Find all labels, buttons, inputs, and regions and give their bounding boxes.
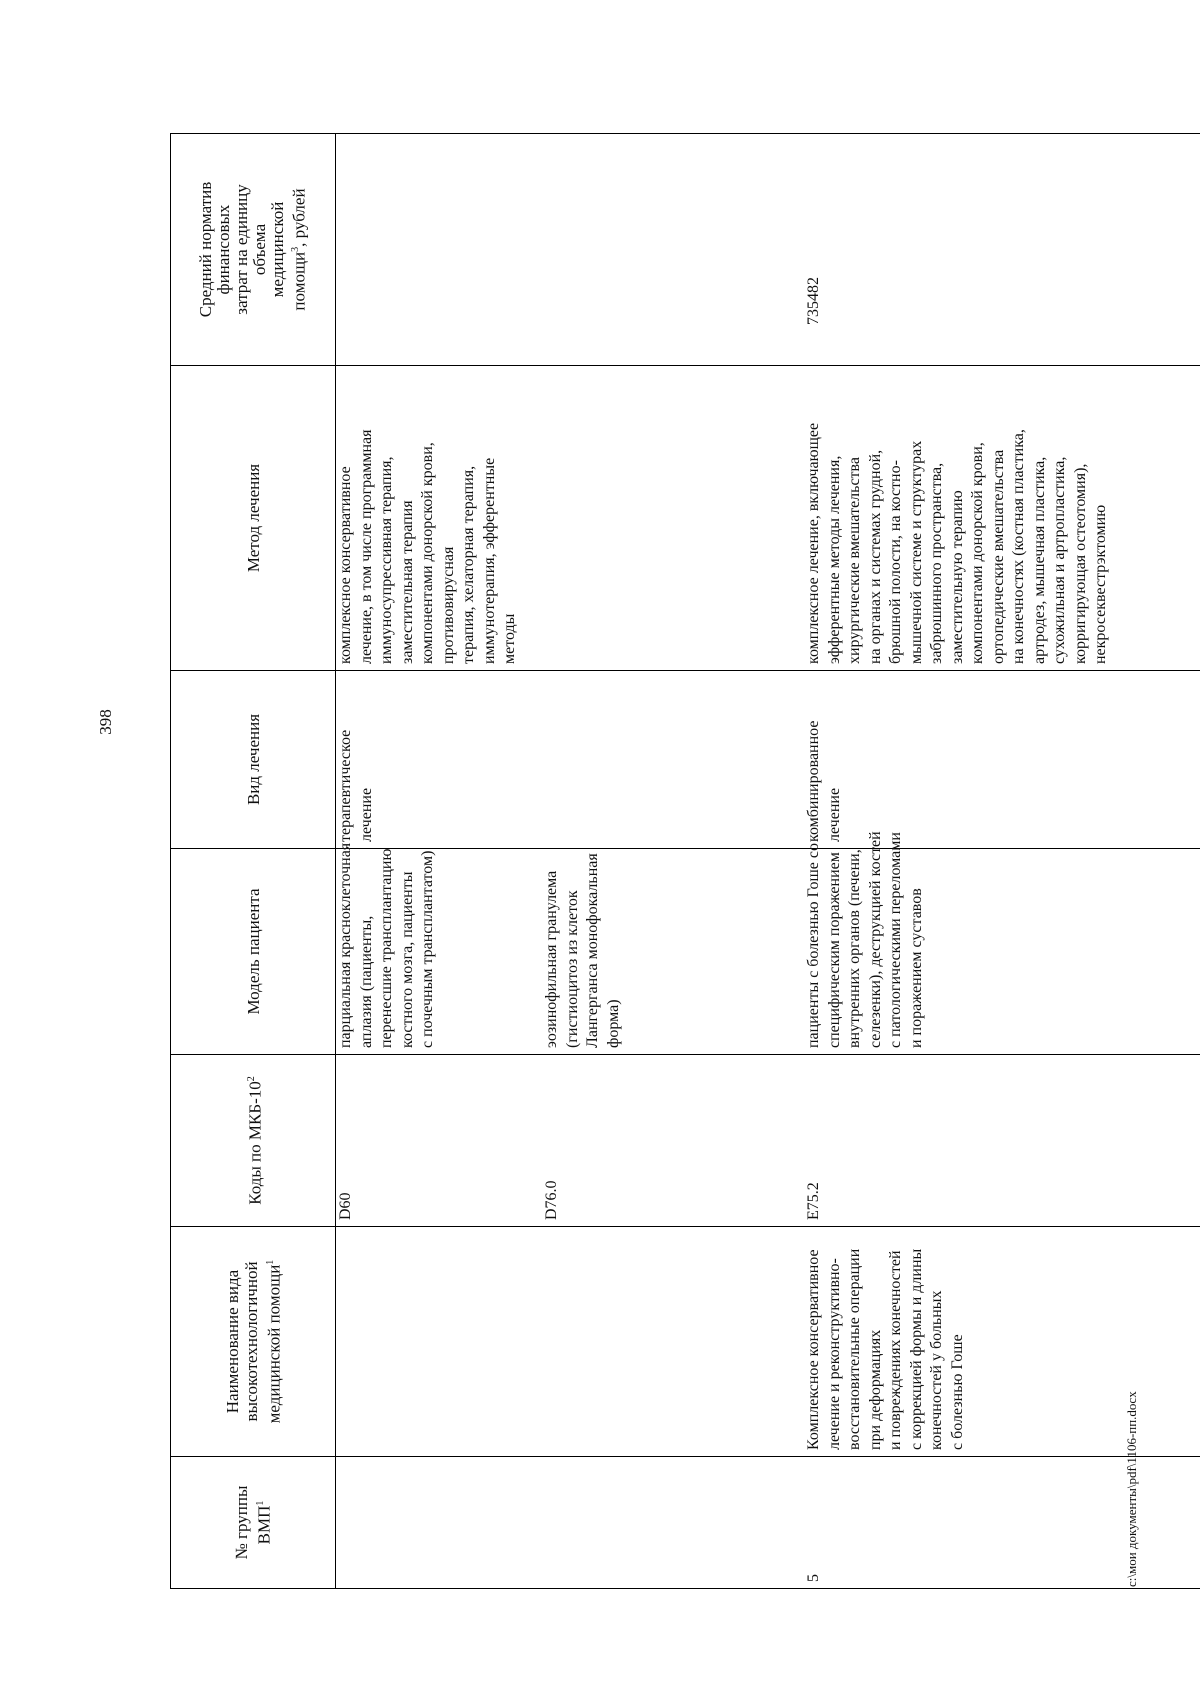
treatment-type-column: [336, 671, 1200, 849]
average-cost-column: [336, 134, 1200, 366]
icd-code-d76: D76.0: [543, 1180, 560, 1220]
header-group-number: № группы ВМП$^1$: [171, 1457, 336, 1589]
patient-model-column: [336, 831, 1200, 1055]
average-cost-cell: 735482: [805, 277, 822, 325]
header-care-type-name: Наименование вида высокотехнологичной медицинской помощи$^1$: [171, 1227, 336, 1457]
group-number-column: [336, 1457, 1200, 1589]
care-type-name-column: [336, 1227, 1200, 1457]
header-average-cost: Средний норматив финансовых затрат на единицу объема медицинской помощи$^3$, рублей: [171, 134, 336, 366]
group-number-cell: 5: [805, 1574, 822, 1582]
treatment-method-column: [336, 366, 1200, 671]
header-treatment-type: Вид лечения: [171, 671, 336, 849]
header-treatment-method: Метод лечения: [171, 366, 336, 671]
treatment-method-cell-e75: комплексное лечение, включающее эфферентные методы лечения, хирургические вмешательства на органах и системах грудной, брюшной полости, на костно- мышечной системе и структурах забрюшинного пространства, заместительную терапию компонентами донорской крови, ортопедические вмешательства на конечностях (костная пластика, артродез, мышечная пластика, сухожильная и артропластика, корригирующая остеотомия), некросеквестрэктомию: [805, 422, 1109, 664]
table-body-row: [336, 134, 1200, 1589]
icd-code-e75: E75.2: [805, 1182, 822, 1220]
treatment-method-cell-d60: комплексное консервативное лечение, в том числе программная иммуносупрессивная терапия, заместительная терапия компонентами донорской крови, противовирусная терапия, хелаторная терапия, иммунотерапия, эфферентные методы: [337, 429, 518, 664]
vmp-table: [170, 133, 1200, 1589]
care-type-name-cell: Комплексное консервативное лечение и реконструктивно- восстановительные операции при деформациях и повреждениях конечностей с коррекцией формы и длины конечностей у больных с болезнью Гоше: [805, 1248, 966, 1450]
treatment-type-cell-e75: комбинированное лечение: [805, 720, 843, 842]
icd-codes-column: [336, 1055, 1200, 1227]
page-number: 398: [96, 709, 115, 735]
header-icd-codes: Коды по МКБ-$10^2$: [171, 1055, 336, 1227]
footer-file-path: c:\мои документы\pdf\1106-пп.docx: [1124, 1391, 1139, 1587]
patient-model-cell-e75: пациенты с болезнью Гоше со специфическим поражением внутренних органов (печени, селезенки), деструкцией костей с патологическими переломами и поражением суставов: [805, 831, 925, 1048]
treatment-type-cell-d60: терапевтическое лечение: [337, 729, 375, 842]
patient-model-cell-d60: парциальная красноклеточная аплазия (пациенты, перенесшие трансплантацию костного мозга, пациенты с почечным трансплантатом): [337, 842, 436, 1048]
header-row: [171, 134, 336, 1589]
header-patient-model: Модель пациента: [171, 849, 336, 1055]
patient-model-cell-d76: эозинофильная гранулема (гистиоцитоз из клеток Лангерганса монофокальная форма): [543, 853, 622, 1048]
icd-code-d60: D60: [337, 1192, 354, 1220]
